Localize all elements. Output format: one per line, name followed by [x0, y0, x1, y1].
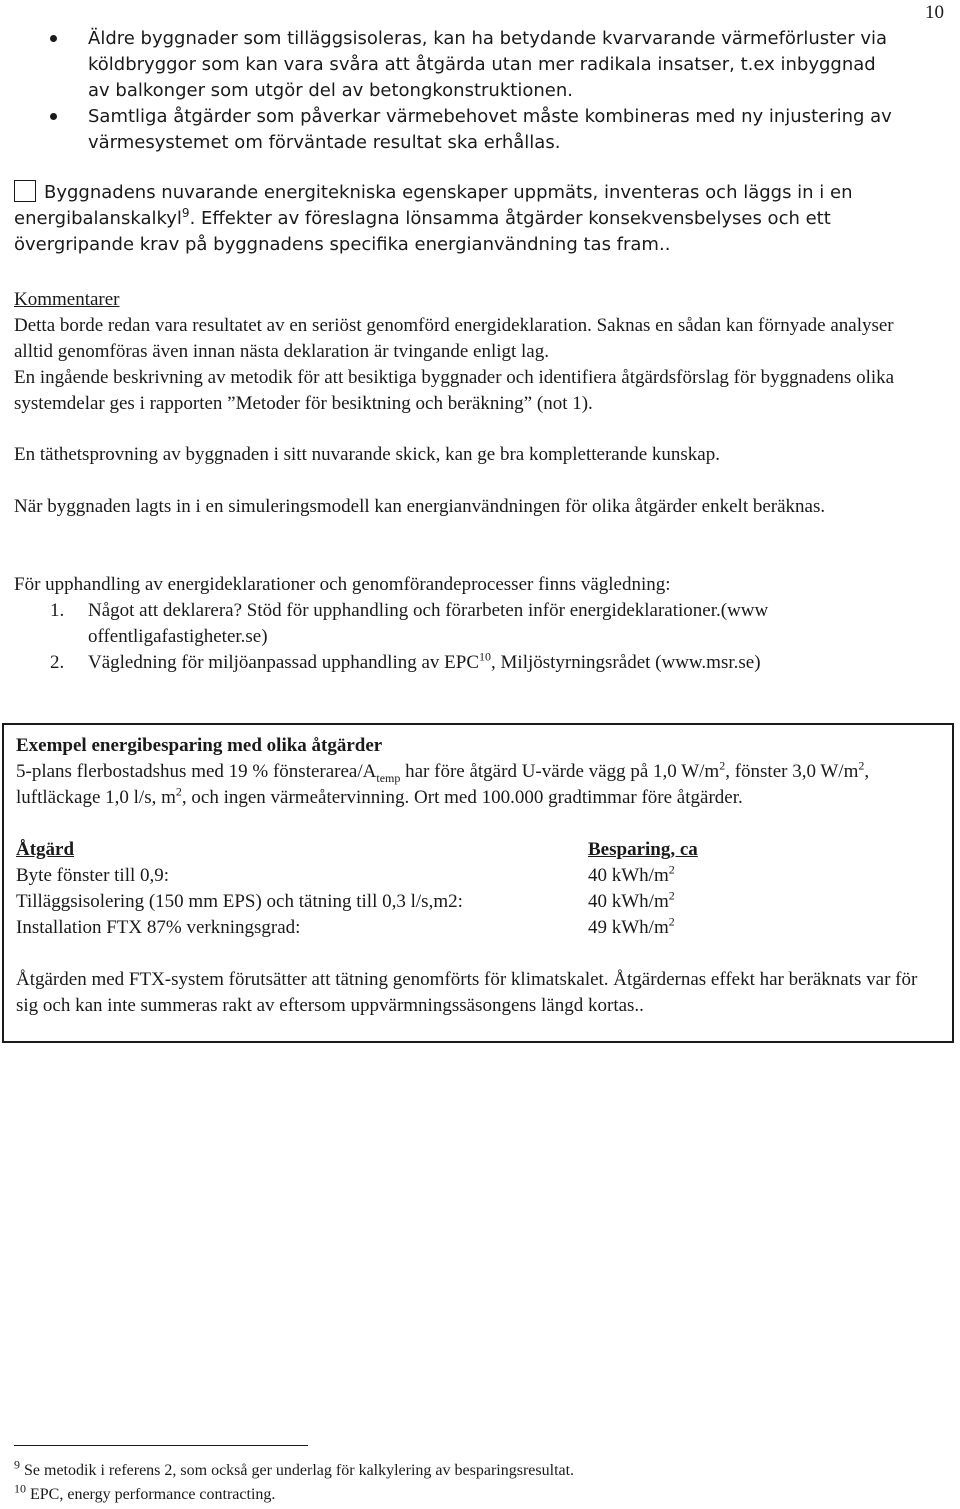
bullet-item	[0, 104, 900, 156]
comment-paragraph: Detta borde redan vara resultatet av en seriöst genomförd energideklaration. Saknas en sådan kan förnyade analyser alltid genomföras även innan nästa deklaration är tvingande enligt lag.	[14, 315, 894, 362]
bullet-list	[0, 26, 900, 156]
table-row	[16, 889, 698, 915]
checklist-text: Byggnadens nuvarande energitekniska egenskaper uppmäts, inventeras och läggs in i en energibalanskalkyl	[14, 182, 853, 229]
footnote-text: Se metodik i referens 2, som också ger underlag för kalkylering av besparingsresultat.	[20, 1462, 575, 1479]
comment-paragraph: När byggnaden lagts in i en simuleringsmodell kan energianvändningen för olika åtgärder enkelt beräknas.	[14, 496, 826, 517]
bullet-text: Äldre byggnader som tilläggsisoleras, kan ha betydande kvarvarande värmeförluster via köldbryggor som kan vara svåra att åtgärda utan mer radikala insatser, t.ex inbyggnad av balkonger som utgör del av betongkonstruktionen.	[88, 28, 888, 101]
saving-value: 40 kWh/m	[588, 865, 669, 886]
intro-sup: 2	[719, 758, 726, 773]
comments-link[interactable]: Kommentarer	[14, 289, 120, 310]
column-header-saving: Besparing, ca	[588, 839, 698, 860]
guidance-text: Något att deklarera? Stöd för upphandling och förarbeten inför energideklarationer.(www offentligafastigheter.se)	[88, 600, 769, 647]
saving-sup: 2	[668, 888, 675, 903]
example-content	[16, 733, 941, 1019]
comments-heading[interactable]	[14, 287, 914, 313]
footnote-number: 10	[14, 1481, 26, 1496]
footnote-divider	[14, 1445, 308, 1446]
checkbox[interactable]	[14, 180, 36, 202]
bullet-dot-icon	[50, 35, 57, 42]
intro-text: 5-plans flerbostadshus med 19 % fönsterarea/A	[16, 761, 377, 782]
guidance-item	[14, 598, 914, 650]
footnote-ref[interactable]: 10	[479, 649, 492, 664]
example-box	[2, 723, 954, 1043]
footnote-text: EPC, energy performance contracting.	[26, 1486, 276, 1503]
footnote-number: 9	[14, 1457, 20, 1472]
example-intro	[16, 759, 941, 811]
intro-text: har före åtgärd U-värde vägg på 1,0 W/m	[400, 761, 720, 782]
intro-sup: 2	[175, 784, 182, 799]
list-number: 2.	[50, 652, 65, 673]
table-row	[16, 863, 698, 889]
guidance-list	[14, 598, 914, 676]
table-header-row	[16, 837, 698, 863]
measure-cell: Tilläggsisolering (150 mm EPS) och tätning till 0,3 l/s,m2:	[16, 891, 463, 912]
example-title: Exempel energibesparing med olika åtgärder	[16, 735, 383, 756]
footnote-ref[interactable]: 9	[181, 206, 190, 220]
bullet-text: Samtliga åtgärder som påverkar värmebehovet måste kombineras med ny injustering av värmesystemet om förväntade resultat ska erhållas.	[88, 106, 892, 153]
table-row	[16, 915, 698, 941]
guidance-text: Vägledning för miljöanpassad upphandling av EPC	[88, 652, 480, 673]
example-note: Åtgärden med FTX-system förutsätter att tätning genomförts för klimatskalet. Åtgärdernas effekt har beräknats var för sig och kan inte summeras rakt av eftersom uppvärmningssäsongens längd kortas..	[16, 969, 918, 1016]
saving-cell	[588, 889, 698, 915]
footnote	[14, 1459, 574, 1483]
bullet-item	[0, 26, 900, 104]
intro-sub: temp	[376, 770, 401, 785]
column-header-measure: Åtgärd	[16, 839, 75, 860]
saving-cell	[588, 863, 698, 889]
intro-text: , och ingen värmeåtervinning. Ort med 100.000 gradtimmar före åtgärder.	[181, 787, 743, 808]
measure-cell: Byte fönster till 0,9:	[16, 865, 170, 886]
intro-sup: 2	[858, 758, 865, 773]
list-number: 1.	[50, 600, 65, 621]
footnote	[14, 1483, 275, 1507]
comment-paragraph: En täthetsprovning av byggnaden i sitt nuvarande skick, kan ge bra kompletterande kunskap.	[14, 444, 720, 465]
checklist-text-cont: . Effekter av föreslagna lönsamma åtgärder konsekvensbelyses och ett övergripande krav på byggnadens specifika energianvändning tas fram..	[14, 208, 831, 255]
bullet-dot-icon	[50, 113, 57, 120]
saving-value: 49 kWh/m	[588, 917, 669, 938]
measures-table	[16, 837, 698, 941]
checklist-item	[14, 180, 914, 258]
measure-cell: Installation FTX 87% verkningsgrad:	[16, 917, 301, 938]
saving-sup: 2	[668, 914, 675, 929]
intro-text: , fönster 3,0 W/m	[725, 761, 859, 782]
saving-cell	[588, 915, 698, 941]
comment-paragraph: För upphandling av energideklarationer och genomförandeprocesser finns vägledning:	[14, 574, 671, 595]
page-number: 10	[925, 2, 944, 23]
saving-sup: 2	[668, 862, 675, 877]
comment-paragraph: En ingående beskrivning av metodik för att besiktiga byggnader och identifiera åtgärdsförslag för byggnadens olika systemdelar ges i rapporten ”Metoder för besiktning och beräkning” (not 1).	[14, 367, 895, 414]
intro-text: , luftläckage 1,0 l/s, m	[16, 761, 870, 808]
guidance-item	[14, 650, 914, 676]
guidance-text-cont: , Miljöstyrningsrådet (www.msr.se)	[491, 652, 761, 673]
saving-value: 40 kWh/m	[588, 891, 669, 912]
